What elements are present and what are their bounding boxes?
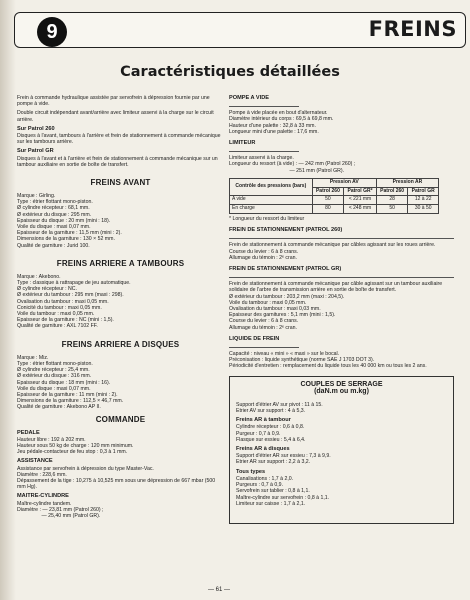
spec-line: Allumage du témoin : 2ᵉ cran. (229, 254, 297, 261)
spec-line: Servofrein sur tablier : 0,8 à 1,1. (236, 488, 310, 495)
spec-line: Type : étrier flottant mono-piston. (17, 199, 93, 206)
spec-line: Qualité de garniture : AXL 7102 FF. (17, 323, 98, 330)
spec-line: Assistance par servofrein à dépression du type Master-Vac. (17, 465, 154, 472)
patrol260-text: Disques à l'avant, tambours à l'arrière et frein de stationnement à commande mécanique sur les tambours arrière. (17, 133, 221, 146)
spec-line: Ø extérieur du disque : 295 mm. (17, 211, 92, 218)
limiteur-heading: LIMITEUR (229, 140, 256, 147)
spec-line: Jeu pédale-contacteur de feu stop : 0,3 à 1 mm. (17, 449, 128, 456)
table-cell: 30 à 50 (408, 205, 439, 214)
spec-line: Allumage du témoin : 2ᵉ cran. (229, 324, 297, 331)
spec-line: Etrier AR sur support : 2,2 à 3,2. (236, 459, 311, 466)
torque-support-list (236, 402, 447, 414)
intro-paragraph-2: Double circuit indépendant avant/arrière avec limiteur asservi à la charge sur le circuit arrière. (17, 110, 214, 123)
spec-line: Conicité du tambour : maxi 0,05 mm. (17, 304, 102, 311)
freins-ar-tambours-list (17, 274, 224, 330)
spec-line: Ø extérieur du disque : 316 mm. (17, 373, 92, 380)
spec-line: Diamètre : 228,6 mm. (17, 471, 67, 478)
spec-line: Purgeurs : 0,7 à 0,9. (236, 482, 284, 489)
table-cell: 80 (312, 205, 344, 214)
pressure-control-table (229, 178, 439, 214)
spec-line: Course du levier : 6 à 8 crans. (229, 318, 299, 325)
patrolgr-text: Disques à l'avant et à l'arrière et frein de stationnement à commande mécanique sur un tambour auxiliaire en sortie de boîte de transfert. (17, 155, 218, 168)
divider (229, 238, 454, 239)
spec-line: Epaisseur du disque : 18 mm (mini : 16). (17, 379, 111, 386)
fs-patrol260-heading: FREIN DE STATIONNEMENT (PATROL 260) (229, 227, 343, 234)
spec-line: Ovalisation du tambour : maxi 0,03 mm. (229, 306, 321, 313)
torque-ar-disques-heading: Freins AR à disques (236, 446, 290, 453)
torque-unit: (daN.m ou m.kg) (314, 388, 369, 396)
torque-title-text: COUPLES DE SERRAGE (300, 380, 383, 388)
spec-line: Longueur du ressort (à vide) : — 242 mm (Patrol 260) ; (229, 161, 356, 168)
chapter-title: FREINS (368, 17, 457, 41)
spec-line: Ø cylindre récepteur : NC. (17, 286, 77, 293)
table-header-p260b: Patrol 260 (376, 187, 408, 196)
freins-ar-disques-list (17, 355, 224, 411)
spec-line: Dimensions de la garniture : 112,5 × 46,7 mm. (17, 398, 124, 405)
spec-line: Ø cylindre récepteur : 68,1 mm. (17, 205, 90, 212)
spec-line: Ovalisation du tambour : maxi 0,05 mm. (17, 298, 109, 305)
spec-line: Marque : Miz. (17, 354, 49, 361)
fs-patrol260-list (229, 242, 454, 261)
spec-line: Etrier AV sur support : 4 à 5,3. (236, 408, 306, 415)
divider (229, 277, 454, 278)
spec-line: Périodicité d'entretien : remplacement du liquide tous les 40 000 km ou tous les 2 ans. (229, 363, 427, 370)
spec-line: Dimensions de la garniture : 130 × 52 mm. (17, 236, 115, 243)
spec-line: Epaisseur de la garniture : NC (mini : 1,5). (17, 317, 114, 324)
spec-line: — 25,40 mm (Patrol GR). (17, 512, 101, 519)
table-row-label: En charge (230, 205, 313, 214)
torque-tous-types-list (236, 476, 447, 507)
page-title: Caractéristiques détaillées (120, 64, 340, 80)
maitre-cylindre-list (17, 501, 224, 520)
torque-specs-box (229, 376, 454, 524)
section-commande-title: COMMANDE (95, 414, 146, 424)
spec-line: Capacité : niveau « mini » « maxi » sur le bocal. (229, 351, 340, 358)
torque-title (236, 381, 447, 396)
table-header-controle: Contrôle des pressions (bars) (230, 178, 313, 196)
spec-line: Voile du disque : maxi 0,07 mm. (17, 385, 91, 392)
limiteur-list (229, 155, 454, 174)
spec-line: Ø extérieur du tambour : 295 mm (maxi : 298). (17, 292, 124, 299)
patrol260-heading: Sur Patrol 260 (17, 125, 55, 132)
spec-line: Ø cylindre récepteur : 25,4 mm. (17, 367, 90, 374)
spec-line: Maître-cylindre sur servofrein : 0,8 à 1,1. (236, 494, 330, 501)
table-row-label: A vide (230, 196, 313, 205)
maitre-cylindre-heading: MAITRE-CYLINDRE (17, 493, 69, 500)
table-row (230, 205, 439, 214)
spec-line: — 251 mm (Patrol GR). (229, 167, 345, 174)
spec-line: Marque : Akebono. (17, 273, 61, 280)
spec-line: Préconisation : liquide synthétique (norme SAE J 1703 DOT 3). (229, 357, 375, 364)
table-cell: 50 (376, 205, 408, 214)
spec-line: Dépassement de la tige : 10,275 à 10,525 mm sous une dépression de 667 mbar (500 mm Hg). (17, 477, 217, 491)
spec-line: Pompe à vide placée en bout d'alternateur. (229, 110, 328, 117)
section-freins-ar-disques-title: FREINS ARRIERE A DISQUES (61, 339, 180, 349)
liquide-heading: LIQUIDE DE FREIN (229, 335, 280, 342)
spec-line: Diamètre : — 23,81 mm (Patrol 260) ; (17, 506, 104, 513)
table-cell: 12 à 22 (408, 196, 439, 205)
spec-line: Epaisseur des garnitures : 5,1 mm (mini : 1,5). (229, 312, 336, 319)
torque-ar-tambour-heading: Freins AR à tambour (236, 417, 291, 424)
spec-line: Qualité de garniture : Akebono AP II. (17, 404, 101, 411)
fs-patrolgr-list (229, 281, 454, 331)
pedale-heading: PEDALE (17, 429, 40, 436)
table-cell: < 221 mm (344, 196, 377, 205)
spec-line: Ø extérieur du tambour : 203,2 mm (maxi : 204,5). (229, 293, 345, 300)
chapter-header (14, 12, 466, 48)
table-header-pgr: Patrol GR* (344, 187, 377, 196)
spec-line: Voile du tambour : maxi 0,05 mm. (17, 311, 95, 318)
spec-line: Voile du tambour : maxi 0,05 mm. (229, 299, 307, 306)
spec-line: Hauteur sous 50 kg de charge : 120 mm minimum. (17, 442, 134, 449)
spec-line: Frein de stationnement à commande mécanique par câbles agissant sur les roues arrière. (229, 242, 436, 249)
spec-line: Hauteur libre : 192 à 202 mm. (17, 436, 86, 443)
spec-line: Cylindre récepteur : 0,6 à 0,8. (236, 424, 305, 431)
spec-line: Frein de stationnement à commande mécanique par câble agissant sur un tambour auxiliaire solidaire de l'arbre de transmission arrière en sortie de boîte de transfert. (229, 281, 444, 294)
spec-line: Diamètre intérieur du corps : 69,5 à 69,8 mm. (229, 116, 334, 123)
table-header-av: Pression AV (312, 178, 376, 187)
spec-line: Hauteur d'une palette : 32,8 à 33 mm. (229, 122, 316, 129)
left-column (17, 95, 224, 519)
spec-line: Type : étrier flottant mono-piston. (17, 360, 93, 367)
pompe-vide-list (229, 110, 454, 135)
table-cell: < 248 mm (344, 205, 377, 214)
pedale-list (17, 437, 224, 456)
section-freins-ar-tambours-title: FREINS ARRIERE A TAMBOURS (56, 258, 185, 268)
spec-line: Type : classique à rattrapage de jeu automatique. (17, 280, 131, 287)
table-cell: 50 (312, 196, 344, 205)
torque-ar-disques-list (236, 453, 447, 465)
table-footnote: * Longueur du ressort du limiteur (229, 216, 305, 223)
divider (229, 106, 299, 107)
spec-line: Limiteur asservi à la charge. (229, 155, 294, 162)
table-header-pgrb: Patrol GR (408, 187, 439, 196)
spec-line: Canalisations : 1,7 à 2,0. (236, 475, 294, 482)
spec-line: Purgeur : 0,7 à 0,9. (236, 430, 281, 437)
spec-line: Marque : Girling. (17, 193, 56, 200)
fs-patrolgr-heading: FREIN DE STATIONNEMENT (PATROL GR) (229, 266, 342, 273)
spec-line: Qualité de garniture : Jurid 100. (17, 242, 90, 249)
freins-avant-list (17, 193, 224, 249)
spec-line: Epaisseur de la garniture : 11 mm (mini : 2). (17, 391, 118, 398)
divider (229, 151, 299, 152)
spec-line: Epaisseur de la garniture : 11,5 mm (mini : 2). (17, 230, 122, 237)
spec-line: Longueur mini d'une palette : 17,6 mm. (229, 128, 319, 135)
spec-line: Maître-cylindre tandem. (17, 500, 72, 507)
right-column (229, 92, 454, 524)
binding-shadow (0, 0, 16, 600)
assistance-heading: ASSISTANCE (17, 458, 53, 465)
chapter-number-badge: 9 (37, 17, 67, 47)
intro-paragraph: Frein à commande hydraulique assistée par servofrein à dépression fournie par une pompe à vide. (17, 95, 210, 108)
spec-line: Epaisseur du disque : 20 mm (mini : 18). (17, 217, 111, 224)
spec-line: Limiteur sur caisse : 1,7 à 2,1. (236, 500, 306, 507)
divider (229, 347, 299, 348)
page-number: — 61 — (208, 587, 231, 593)
table-header-ar: Pression AR (376, 178, 438, 187)
spec-line: Flasque sur essieu : 5,4 à 6,4. (236, 436, 306, 443)
spec-line: Support d'étrier AR sur essieu : 7,3 à 9,9. (236, 453, 331, 460)
table-header-p260: Patrol 260 (312, 187, 344, 196)
torque-tous-types-heading: Tous types (236, 468, 266, 475)
spec-line: Voile du disque : maxi 0,07 mm. (17, 224, 91, 231)
table-row (230, 196, 439, 205)
liquide-list (229, 351, 454, 370)
spec-line: Support d'étrier AV sur pivot : 11 à 15. (236, 401, 323, 408)
spec-line: Course du levier : 6 à 8 crans. (229, 248, 299, 255)
torque-ar-tambour-list (236, 424, 447, 443)
section-freins-avant-title: FREINS AVANT (90, 178, 151, 188)
table-cell: 28 (376, 196, 408, 205)
pompe-vide-heading: POMPE A VIDE (229, 95, 269, 101)
patrolgr-heading: Sur Patrol GR (17, 148, 54, 155)
assistance-list (17, 466, 224, 491)
